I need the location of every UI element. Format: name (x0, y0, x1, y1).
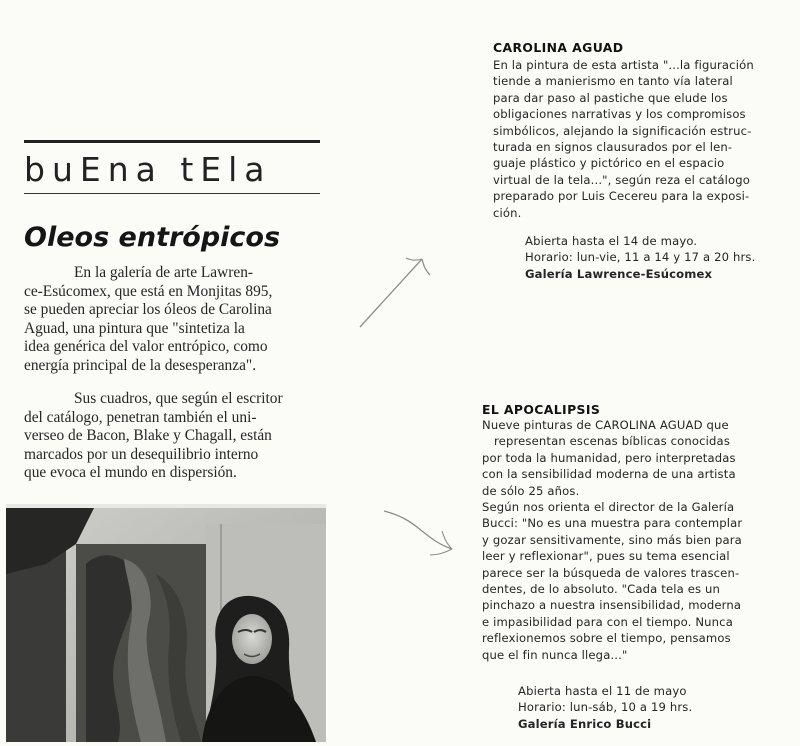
text-line: que el fin nunca llega..." (482, 647, 628, 662)
exhibition-info (525, 233, 785, 282)
article-paragraph-2 (24, 390, 324, 483)
masthead-top-rule (24, 140, 320, 143)
text-line: con la sensibilidad moderna de una artista (482, 467, 736, 482)
text-line: En la galería de arte Lawren- (74, 264, 254, 281)
clipping-body (482, 417, 782, 663)
article-paragraph-1 (24, 264, 324, 376)
text-line: e impasibilidad para con el tiempo. Nunca (482, 614, 733, 629)
text-line: Bucci: "No es una muestra para contemplar (482, 516, 743, 531)
text-line: verseo de Bacon, Blake y Chagall, están (24, 427, 272, 445)
info-hours: Horario: lun-vie, 11 a 14 y 17 a 20 hrs. (525, 250, 756, 265)
text-line: por toda la humanidad, pero interpretadas (482, 450, 736, 465)
text-line: turada en signos clausurados por el len- (493, 140, 733, 155)
text-line: ce-Esúcomex, que está en Monjitas 895, (24, 282, 273, 300)
text-line: reflexionemos sobre el tiempo, pensamos (482, 631, 731, 646)
text-line: obligaciones narrativas y los compromisos (493, 107, 746, 122)
text-line: En la pintura de esta artista "...la figuración (493, 58, 754, 72)
text-line: Sus cuadros, que según el escritor (74, 390, 283, 407)
text-line: para dar paso al pastiche que elude los (493, 90, 728, 105)
clipping-body (493, 57, 783, 221)
pencil-arrow-right-mark (380, 505, 460, 565)
masthead-bottom-rule (24, 193, 320, 194)
text-line: virtual de la tela...", según reza el catálogo (493, 172, 750, 187)
text-line: guaje plástico y pictórico en el espacio (493, 156, 725, 171)
info-hours: Horario: lun-sáb, 10 a 19 hrs. (518, 700, 693, 715)
clipping-title: CAROLINA AGUAD (493, 40, 624, 55)
text-line: idea genérica del valor entrópico, como (24, 338, 268, 356)
info-dates: Abierta hasta el 11 de mayo (518, 684, 687, 698)
text-line: de sólo 25 años. (482, 483, 580, 498)
article-headline: Oleos entrópicos (24, 222, 281, 253)
text-line: parece ser la búsqueda de valores trascen- (482, 565, 740, 580)
exhibition-info (518, 683, 778, 732)
text-line: Según nos orienta el director de la Galería (482, 500, 735, 515)
text-line: dentes, de lo absoluto. "Cada tela es un (482, 582, 721, 597)
text-line: leer y reflexionar", pues su tema esencial (482, 549, 730, 564)
text-line: energía principal de la desesperanza". (24, 356, 257, 374)
text-line: y gozar sensitivamente, sino más bien para (482, 532, 742, 547)
artist-photo (6, 504, 326, 742)
text-line: pinchazo a nuestra insensibilidad, moderna (482, 598, 742, 613)
info-gallery: Galería Lawrence-Esúcomex (525, 266, 713, 281)
text-line: Nueve pinturas de CAROLINA AGUAD que (482, 418, 729, 432)
text-line: se pueden apreciar los óleos de Carolina (24, 301, 272, 319)
clipping-title: EL APOCALIPSIS (482, 402, 601, 417)
pencil-arrow-up-mark (350, 245, 440, 335)
text-line: tiende a manierismo en tanto vía lateral (493, 74, 733, 89)
section-masthead: buEna tEla (24, 150, 272, 189)
text-line: que evoca el mundo en dispersión. (24, 464, 237, 482)
text-line: del catálogo, penetran también el uni- (24, 408, 257, 426)
photo-image (6, 504, 326, 742)
info-dates: Abierta hasta el 14 de mayo. (525, 234, 698, 248)
text-line: preparado por Luis Cecereu para la exposi- (493, 189, 750, 204)
text-line: marcados por un desequilibrio interno (24, 445, 259, 463)
info-gallery: Galería Enrico Bucci (518, 716, 652, 731)
text-line: Aguad, una pintura que "sintetiza la (24, 319, 245, 337)
text-line: ción. (493, 205, 522, 220)
text-line: simbólicos, alejando la significación estruc- (493, 123, 752, 138)
text-line: representan escenas bíblicas conocidas (494, 434, 731, 449)
